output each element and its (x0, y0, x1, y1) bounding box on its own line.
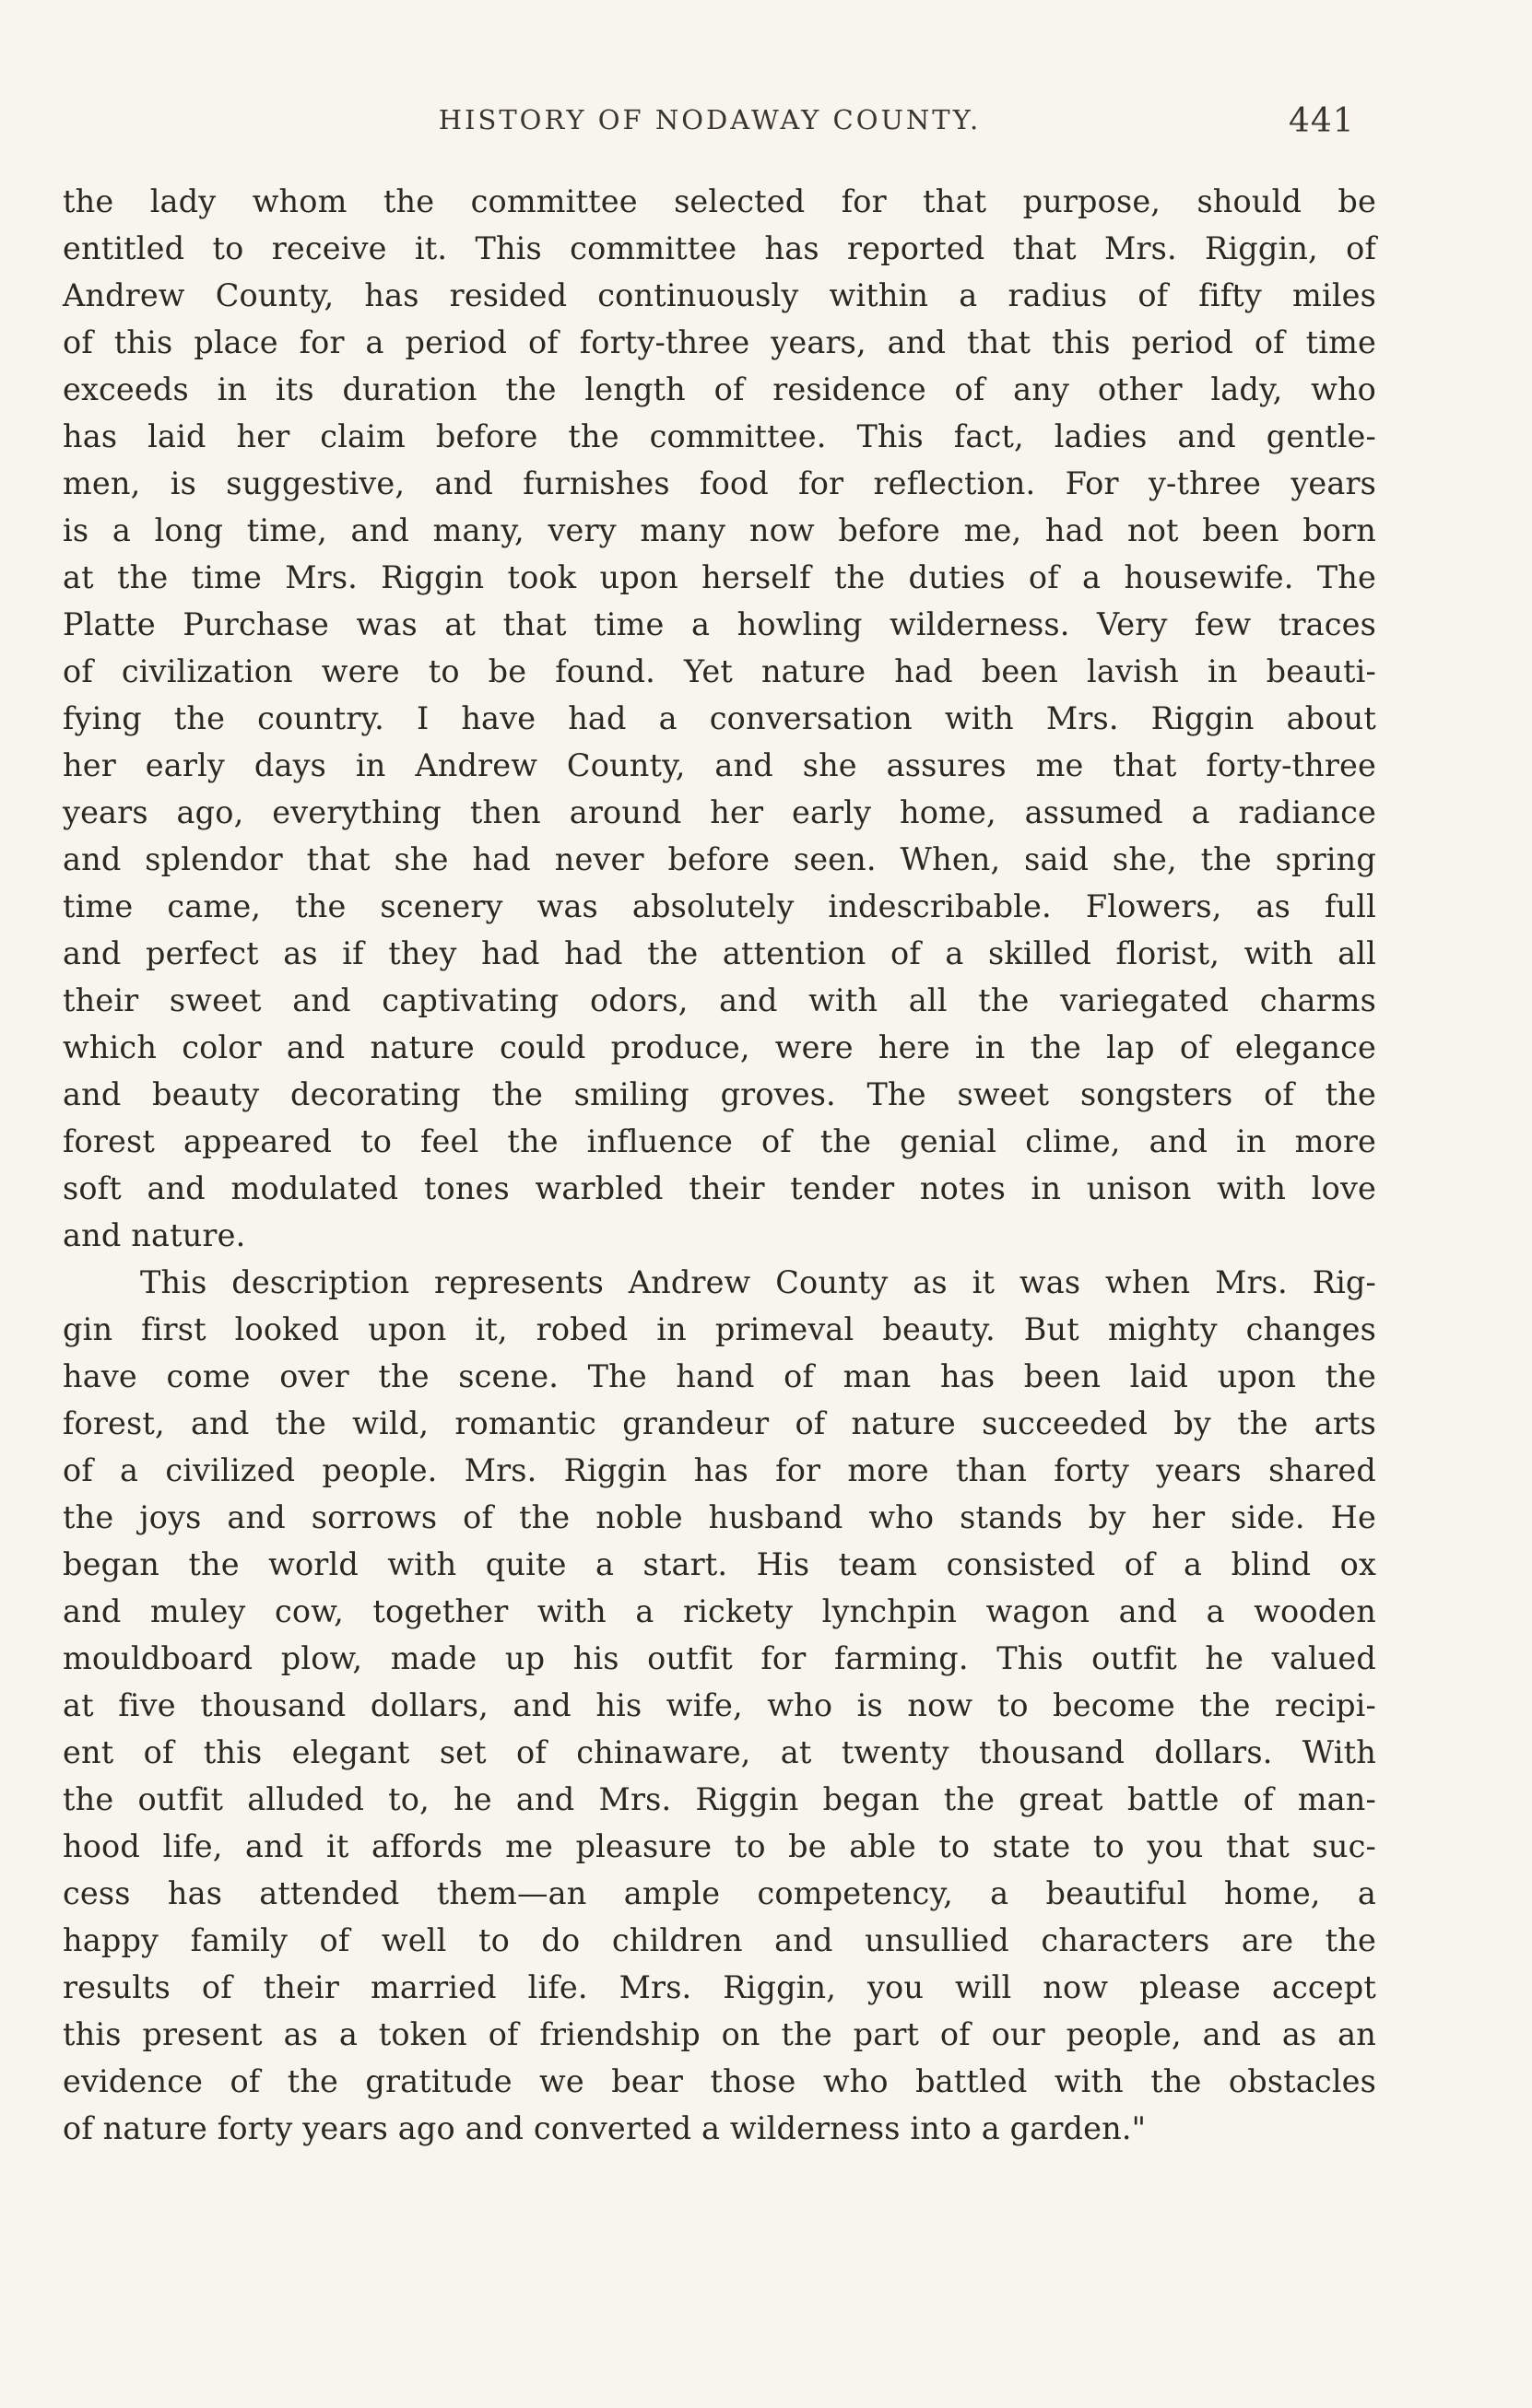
text-line: Andrew County, has resided continuously within a radius of fifty miles (63, 277, 1376, 313)
paragraph-end-line: of nature forty years ago and converted a wilderness into a garden." (63, 2110, 1147, 2146)
text-line: Platte Purchase was at that time a howling wilderness. Very few traces (63, 606, 1376, 642)
paragraph-end-line: and nature. (63, 1217, 246, 1253)
text-line: and perfect as if they had had the attention of a skilled florist, with all (63, 935, 1376, 971)
text-line: entitled to receive it. This committee has reported that Mrs. Riggin, of (63, 230, 1376, 266)
running-title: HISTORY OF NODAWAY COUNTY. (438, 104, 982, 135)
text-line: at five thousand dollars, and his wife, who is now to become the recipi- (63, 1687, 1376, 1723)
text-line: at the time Mrs. Riggin took upon herself the duties of a housewife. The (63, 559, 1376, 595)
text-line: and splendor that she had never before seen. When, said she, the spring (63, 841, 1376, 877)
text-line: soft and modulated tones warbled their tender notes in unison with love (63, 1170, 1376, 1206)
text-line: this present as a token of friendship on the part of our people, and as an (63, 2016, 1376, 2052)
text-line: ent of this elegant set of chinaware, at twenty thousand dollars. With (63, 1734, 1376, 1770)
text-line: is a long time, and many, very many now before me, had not been born (63, 512, 1376, 548)
text-line: happy family of well to do children and unsullied characters are the (63, 1922, 1376, 1958)
text-line: results of their married life. Mrs. Riggin, you will now please accept (63, 1969, 1376, 2005)
text-line: began the world with quite a start. His team consisted of a blind ox (63, 1546, 1376, 1582)
text-line: of this place for a period of forty-three years, and that this period of time (63, 324, 1376, 360)
text-line: forest, and the wild, romantic grandeur of nature succeeded by the arts (63, 1405, 1376, 1441)
text-line: time came, the scenery was absolutely indescribable. Flowers, as full (63, 888, 1376, 924)
paragraph-start-line: This description represents Andrew County as it was when Mrs. Rig- (140, 1264, 1376, 1300)
text-line: men, is suggestive, and furnishes food for reflection. For y-three years (63, 465, 1376, 501)
text-line: exceeds in its duration the length of residence of any other lady, who (63, 371, 1376, 407)
text-line: the outfit alluded to, he and Mrs. Riggin began the great battle of man- (63, 1781, 1376, 1817)
text-line: evidence of the gratitude we bear those who battled with the obstacles (63, 2063, 1376, 2099)
text-line: the lady whom the committee selected for that purpose, should be (63, 183, 1376, 219)
text-line: of a civilized people. Mrs. Riggin has for more than forty years shared (63, 1452, 1376, 1488)
text-line: the joys and sorrows of the noble husband who stands by her side. He (63, 1499, 1376, 1535)
page-number: 441 (1289, 102, 1355, 140)
text-line: have come over the scene. The hand of man has been laid upon the (63, 1358, 1376, 1394)
text-line: their sweet and captivating odors, and with all the variegated charms (63, 982, 1376, 1018)
text-line: has laid her claim before the committee. This fact, ladies and gentle- (63, 418, 1376, 454)
text-line: and beauty decorating the smiling groves. The sweet songsters of the (63, 1076, 1376, 1112)
text-line: hood life, and it affords me pleasure to be able to state to you that suc- (63, 1828, 1376, 1864)
text-line: which color and nature could produce, were here in the lap of elegance (63, 1029, 1376, 1065)
body-text (63, 178, 1376, 2152)
text-line: of civilization were to be found. Yet nature had been lavish in beauti- (63, 653, 1376, 689)
text-line: mouldboard plow, made up his outfit for farming. This outfit he valued (63, 1640, 1376, 1676)
text-line: fying the country. I have had a conversation with Mrs. Riggin about (63, 700, 1376, 736)
text-line: and muley cow, together with a rickety lynchpin wagon and a wooden (63, 1593, 1376, 1629)
text-line: cess has attended them—an ample competency, a beautiful home, a (63, 1875, 1376, 1911)
page-header (0, 101, 1532, 147)
text-line: gin first looked upon it, robed in primeval beauty. But mighty changes (63, 1311, 1376, 1347)
text-line: forest appeared to feel the influence of the genial clime, and in more (63, 1123, 1376, 1159)
text-line: her early days in Andrew County, and she assures me that forty-three (63, 747, 1376, 783)
text-line: years ago, everything then around her early home, assumed a radiance (63, 794, 1376, 830)
